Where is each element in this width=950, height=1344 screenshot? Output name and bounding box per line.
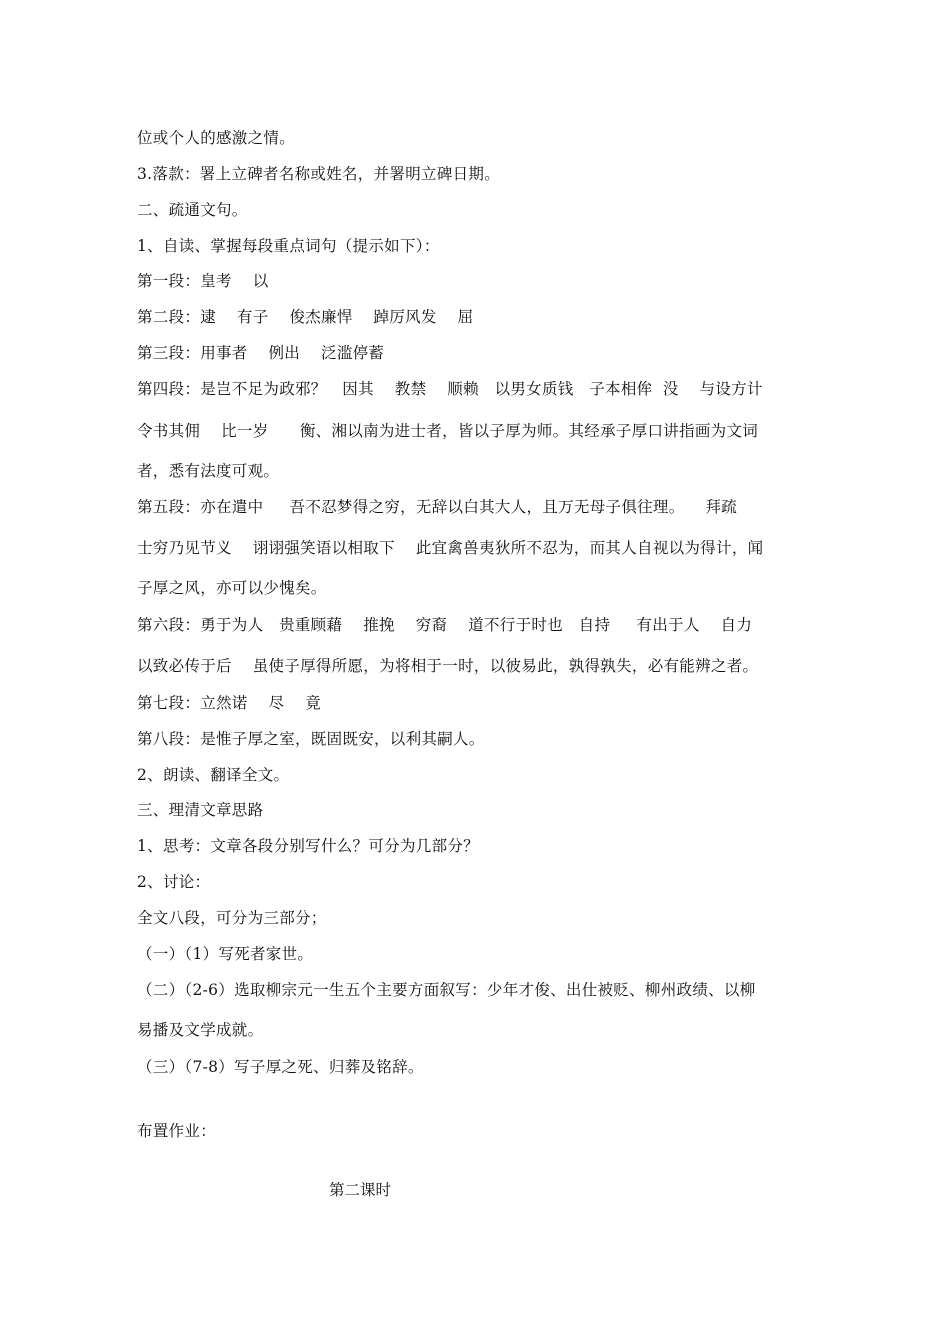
paragraph-note-3: 第三段：用事者 例出 泛滥停蓄 bbox=[137, 344, 385, 362]
paragraph-note-4-cont: 令书其佣 比一岁 衡、湘以南为进士者，皆以子厚为师。其经承子厚口讲指画为文词 bbox=[137, 422, 759, 440]
text-line: 1、思考：文章各段分别写什么？可分为几部分？ bbox=[137, 837, 479, 855]
heading-line: 三、理清文章思路 bbox=[137, 801, 264, 819]
paragraph-note-7: 第七段：立然诺 尽 竟 bbox=[137, 694, 322, 712]
paragraph-note-2: 第二段：逮 有子 俊杰廉悍 踔厉风发 屈 bbox=[137, 308, 474, 326]
paragraph-note-5: 第五段：亦在遣中 吾不忍梦得之穷，无辞以白其大人，且万无母子俱往理。 拜疏 bbox=[137, 498, 738, 516]
homework-label: 布置作业： bbox=[137, 1122, 217, 1140]
heading-line: 二、疏通文句。 bbox=[137, 201, 248, 219]
text-line: 全文八段，可分为三部分； bbox=[137, 909, 327, 927]
paragraph-note-1: 第一段：皇考 以 bbox=[137, 272, 269, 290]
structure-part-1: （一）（1）写死者家世。 bbox=[137, 945, 314, 963]
paragraph-note-6-cont: 以致必传于后 虽使子厚得所愿，为将相于一时，以彼易此，孰得孰失，必有能辨之者。 bbox=[137, 657, 759, 675]
text-line: 位或个人的感激之情。 bbox=[137, 129, 296, 147]
text-line: 3.落款：署上立碑者名称或姓名，并署明立碑日期。 bbox=[137, 165, 500, 183]
structure-part-2-cont: 易播及文学成就。 bbox=[137, 1021, 264, 1039]
text-line: 2、讨论： bbox=[137, 873, 211, 891]
structure-part-2: （二）（2-6）选取柳宗元一生五个主要方面叙写：少年才俊、出仕被贬、柳州政绩、以柳 bbox=[137, 981, 756, 999]
paragraph-note-5-cont: 士穷乃见节义 诩诩强笑语以相取下 此宜禽兽夷狄所不忍为，而其人自视以为得计，闻 bbox=[137, 539, 764, 557]
text-line: 1、自读、掌握每段重点词句（提示如下）： bbox=[137, 237, 440, 255]
paragraph-note-4: 第四段：是岂不足为政邪？ 因其 教禁 顺赖 以男女质钱 子本相侔 没 与设方计 bbox=[137, 380, 763, 398]
paragraph-note-8: 第八段：是惟子厚之室，既固既安，以利其嗣人。 bbox=[137, 730, 485, 748]
text-line: 2、朗读、翻译全文。 bbox=[137, 766, 290, 784]
paragraph-note-6: 第六段：勇于为人 贵重顾藉 推挽 穷裔 道不行于时也 自持 有出于人 自力 bbox=[137, 616, 753, 634]
structure-part-3: （三）（7-8）写子厚之死、归葬及铭辞。 bbox=[137, 1058, 424, 1076]
paragraph-note-4-end: 者，悉有法度可观。 bbox=[137, 462, 280, 480]
paragraph-note-5-end: 子厚之风，亦可以少愧矣。 bbox=[137, 579, 327, 597]
section-title: 第二课时 bbox=[329, 1181, 392, 1199]
